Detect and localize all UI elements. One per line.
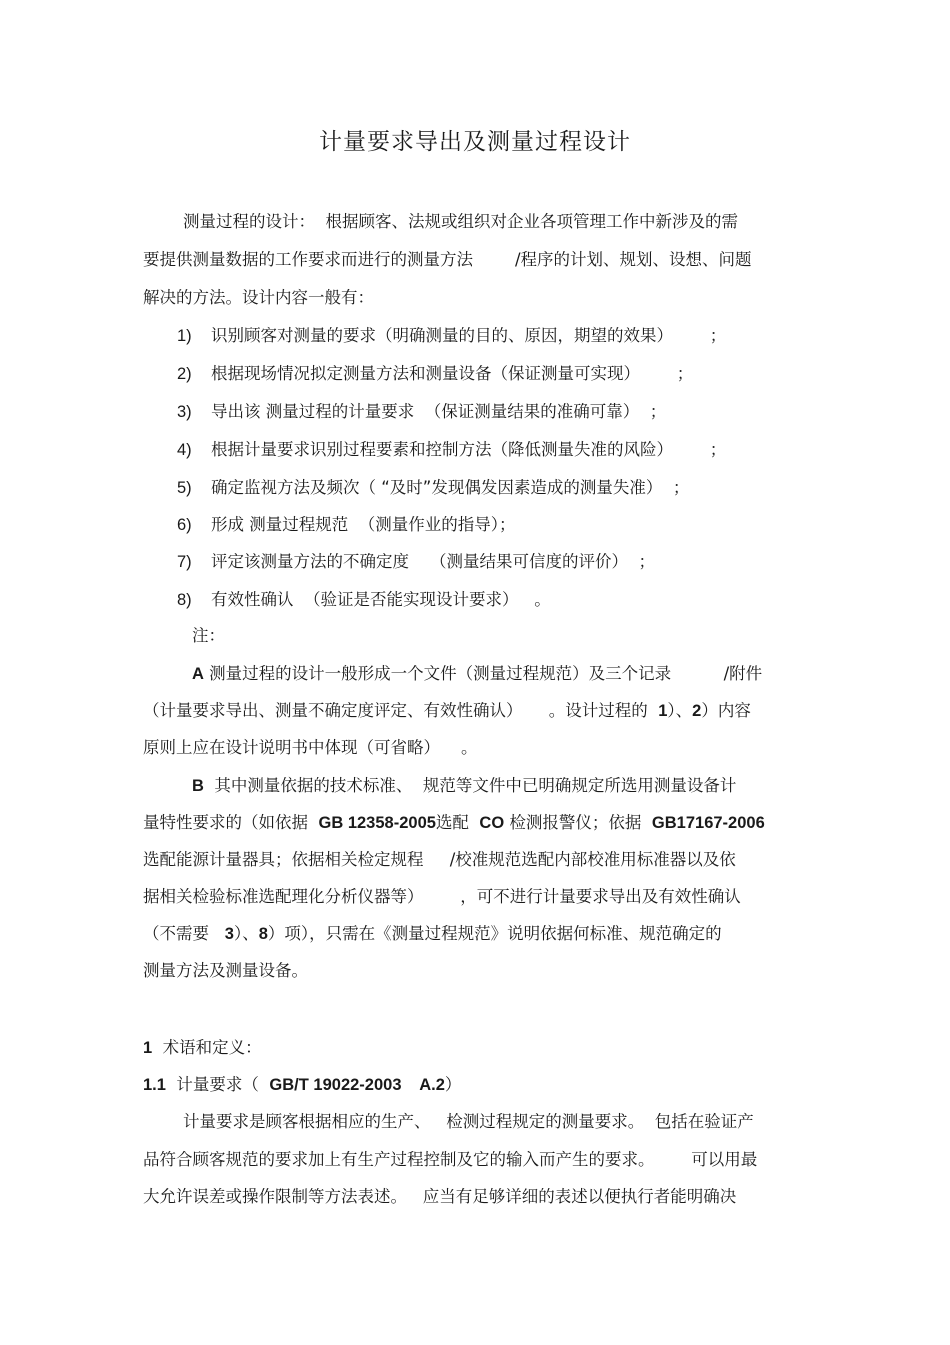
list-item	[177, 364, 693, 384]
note-b-line-6: 测量方法及测量设备。	[143, 961, 308, 980]
list-item	[177, 478, 689, 498]
list-item-number: 3)	[177, 403, 192, 421]
note-a-line-3: 原则上应在设计说明书中体现（可省略） 。	[143, 738, 478, 757]
list-item-text: 确定监视方法及频次（ “及时”发现偶发因素造成的测量失准） ；	[211, 478, 690, 497]
body-line-3: 大允许误差或操作限制等方法表述。 应当有足够详细的表述以便执行者能明确决	[143, 1187, 737, 1206]
note-a-line-1: A 测量过程的设计一般形成一个文件（测量过程规范）及三个记录 /附件	[192, 664, 763, 683]
note-b-line-1: B 其中测量依据的技术标准、 规范等文件中已明确规定所选用测量设备计	[192, 776, 737, 795]
list-item	[177, 515, 516, 535]
page-title: 计量要求导出及测量过程设计	[319, 129, 631, 155]
list-item-text: 有效性确认 （验证是否能实现设计要求） 。	[211, 590, 551, 609]
list-item-text: 导出该 测量过程的计量要求 （保证测量结果的准确可靠） ；	[211, 402, 667, 421]
list-item-text: 根据计量要求识别过程要素和控制方法（降低测量失准的风险） ；	[211, 440, 727, 459]
list-item	[177, 440, 726, 460]
list-item-text: 根据现场情况拟定测量方法和测量设备（保证测量可实现） ；	[211, 364, 694, 383]
list-item	[177, 326, 726, 346]
list-item-number: 2)	[177, 365, 192, 383]
note-b-line-2: 量特性要求的（如依据 GB 12358-2005选配 CO 检测报警仪；依据 GB17167-2006	[143, 813, 765, 832]
body-line-1: 计量要求是顾客根据相应的生产、 检测过程规定的测量要求。 包括在验证产	[183, 1112, 754, 1131]
section-heading: 1 术语和定义：	[143, 1038, 262, 1057]
list-item-number: 8)	[177, 591, 192, 609]
list-item-text: 识别顾客对测量的要求（明确测量的目的、原因，期望的效果） ；	[211, 326, 727, 345]
list-item	[177, 590, 551, 610]
list-item-text: 评定该测量方法的不确定度 （测量结果可信度的评价） ；	[211, 552, 655, 571]
intro-line-2: 要提供测量数据的工作要求而进行的测量方法 /程序的计划、规划、设想、问题	[143, 250, 752, 269]
note-b-line-4: 据相关检验标准选配理化分析仪器等） ，可不进行计量要求导出及有效性确认	[143, 887, 741, 906]
body-line-2: 品符合顾客规范的要求加上有生产过程控制及它的输入而产生的要求。 可以用最	[143, 1150, 758, 1169]
subsection-heading: 1.1 计量要求（ GB/T 19022-2003 A.2）	[143, 1075, 462, 1094]
list-item	[177, 552, 655, 572]
list-item-number: 7)	[177, 553, 192, 571]
list-item-text: 形成 测量过程规范 （测量作业的指导）；	[211, 515, 516, 534]
list-item-number: 1)	[177, 327, 192, 345]
note-label: 注：	[192, 626, 225, 645]
list-item	[177, 402, 666, 422]
note-b-line-3: 选配能源计量器具；依据相关检定规程 /校准规范选配内部校准用标准器以及依	[143, 850, 736, 869]
note-b-line-5: （不需要 3）、8）项），只需在《测量过程规范》说明依据何标准、规范确定的	[143, 924, 722, 943]
list-item-number: 6)	[177, 516, 192, 534]
list-item-number: 4)	[177, 441, 192, 459]
intro-line-1: 测量过程的设计： 根据顾客、法规或组织对企业各项管理工作中新涉及的需	[183, 212, 738, 231]
list-item-number: 5)	[177, 479, 192, 497]
note-a-line-2: （计量要求导出、测量不确定度评定、有效性确认） 。设计过程的 1）、2）内容	[143, 701, 751, 720]
intro-line-3: 解决的方法。设计内容一般有：	[143, 288, 374, 307]
